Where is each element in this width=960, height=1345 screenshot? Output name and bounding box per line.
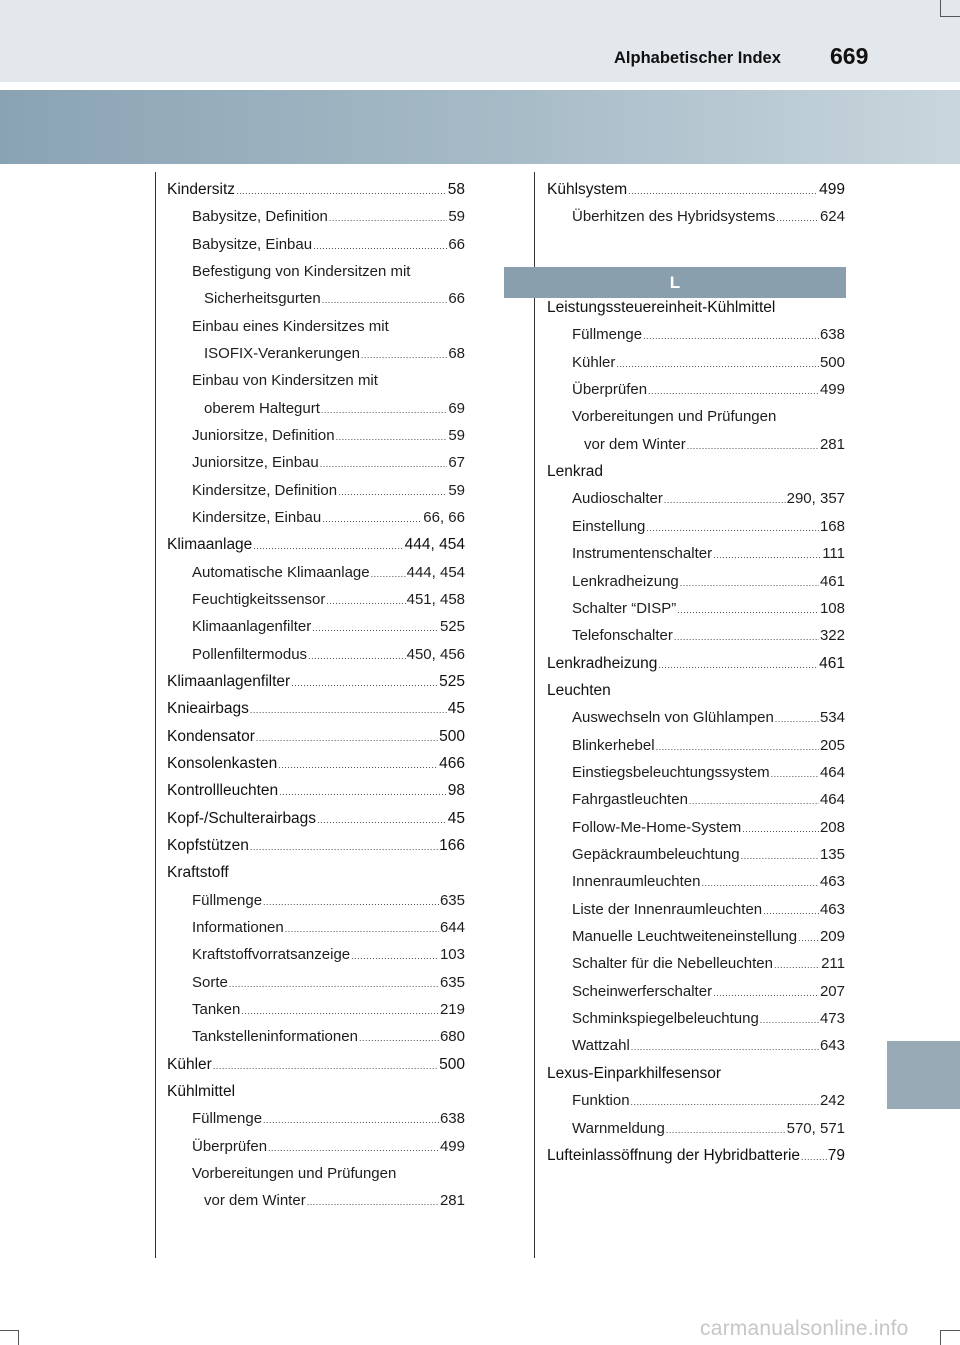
index-entry [547, 1010, 845, 1036]
index-entry [547, 928, 845, 954]
leader-dots [701, 878, 819, 888]
index-entry-page: 461 [819, 654, 845, 672]
index-entry [547, 408, 845, 434]
index-entry-label: Kindersitze, Einbau [192, 508, 322, 526]
index-entry-page: 59 [448, 426, 465, 444]
index-entry-label: Babysitze, Einbau [192, 235, 313, 253]
index-entry [547, 463, 845, 489]
leader-dots [798, 933, 819, 943]
leader-dots [336, 432, 448, 442]
index-entry-label: Informationen [192, 918, 284, 936]
index-entry-label: Warnmeldung [572, 1119, 665, 1137]
leader-dots [689, 796, 819, 806]
index-entry [167, 782, 465, 808]
index-entry [167, 864, 465, 890]
index-entry-page: 451, 458 [406, 590, 465, 608]
index-entry [167, 618, 465, 644]
index-entry [167, 646, 465, 672]
index-entry-label: Sorte [192, 973, 228, 991]
leader-dots [291, 678, 438, 688]
index-entry-page: 525 [439, 618, 465, 636]
index-entry [547, 627, 845, 653]
index-entry-page: 635 [439, 891, 465, 909]
crop-mark [940, 16, 960, 17]
index-entry-page: 67 [448, 454, 465, 472]
index-entry [167, 536, 465, 562]
index-entry [167, 318, 465, 344]
index-entry-label: Liste der Innenraumleuchten [572, 900, 763, 918]
index-entry [167, 454, 465, 480]
index-entry [547, 1037, 845, 1063]
index-entry-label: Kraftstoff [167, 864, 229, 882]
index-entry-page: 680 [439, 1028, 465, 1046]
index-entry [547, 655, 845, 681]
index-entry [547, 682, 845, 708]
crop-mark [940, 0, 941, 16]
index-entry [167, 482, 465, 508]
index-entry-page: 638 [819, 326, 845, 344]
index-entry [167, 1165, 465, 1191]
index-entry-page: 500 [819, 353, 845, 371]
index-entry-page: 499 [439, 1137, 465, 1155]
index-entry-label: Lenkrad [547, 463, 604, 481]
index-entry-label: Füllmenge [192, 1110, 263, 1128]
index-entry [167, 700, 465, 726]
index-entry [167, 728, 465, 754]
index-entry [167, 263, 465, 289]
index-entry [547, 819, 845, 845]
leader-dots [213, 1061, 438, 1071]
index-entry-label: Follow-Me-Home-System [572, 818, 742, 836]
page-number: 669 [830, 43, 869, 69]
index-entry [547, 354, 845, 380]
index-entry-page: 211 [821, 955, 845, 973]
index-entry [167, 837, 465, 863]
index-entry [547, 709, 845, 735]
index-entry [167, 372, 465, 398]
index-entry [547, 764, 845, 790]
leader-dots [775, 714, 819, 724]
leader-dots [338, 487, 447, 497]
index-entry-page: 322 [819, 627, 845, 645]
index-entry [167, 1138, 465, 1164]
index-entry-label: Tanken [192, 1000, 241, 1018]
index-entry-label: Kühlmittel [167, 1082, 236, 1100]
index-entry-page: 242 [819, 1092, 845, 1110]
leader-dots [643, 331, 819, 341]
leader-dots [229, 979, 439, 989]
index-entry-label: Fahrgastleuchten [572, 791, 688, 809]
index-entry-page: 499 [819, 181, 845, 198]
leader-dots [763, 906, 819, 916]
index-entry-label: Schalter “DISP” [572, 599, 677, 617]
crop-mark [0, 1330, 18, 1331]
leader-dots [279, 787, 447, 797]
index-entry [167, 810, 465, 836]
leader-dots [801, 1152, 827, 1162]
index-entry [547, 1092, 845, 1118]
index-entry-label: Schalter für die Nebelleuchten [572, 955, 773, 973]
index-entry [167, 946, 465, 972]
index-entry [547, 181, 845, 207]
index-entry-label: Juniorsitze, Einbau [192, 454, 319, 472]
leader-dots [658, 660, 818, 670]
index-entry-label: Kindersitz [167, 181, 236, 198]
index-entry-label: Kühlsystem [547, 181, 628, 198]
index-entry [547, 518, 845, 544]
index-entry [167, 236, 465, 262]
index-entry-page: 450, 456 [406, 645, 465, 663]
index-entry [167, 208, 465, 234]
index-entry-page: 219 [439, 1000, 465, 1018]
index-entry [167, 1110, 465, 1136]
section-letter: L [669, 272, 681, 292]
index-entry-label: Automatische Klimaanlage [192, 563, 370, 581]
index-entry-label: Innenraumleuchten [572, 873, 701, 891]
index-entry [547, 1147, 845, 1173]
index-entry-page: 135 [819, 846, 845, 863]
index-entry-label: Kühler [572, 353, 616, 371]
index-entry-page: 66 [448, 290, 465, 308]
index-entry-page: 638 [439, 1110, 465, 1128]
index-entry-page: 463 [819, 873, 845, 891]
index-entry-label: Babysitze, Definition [192, 208, 328, 226]
index-entry-page: 66, 66 [423, 508, 465, 526]
leader-dots [631, 1097, 819, 1107]
index-entry [167, 1001, 465, 1027]
leader-dots [687, 441, 819, 451]
crop-mark [940, 1330, 941, 1345]
index-entry-page: 79 [827, 1146, 845, 1164]
index-entry-label: Lenkradheizung [547, 654, 658, 672]
leader-dots [628, 186, 818, 196]
index-entry-label: Einbau eines Kindersitzes mit [192, 317, 389, 335]
leader-dots [713, 550, 821, 560]
index-entry-page: 500 [439, 1055, 465, 1073]
index-entry-label: Klimaanlagenfilter [167, 672, 291, 690]
index-entry [547, 326, 845, 352]
leader-dots [307, 1197, 439, 1207]
index-entry [167, 181, 465, 207]
index-entry [167, 1028, 465, 1054]
leader-dots [680, 578, 819, 588]
index-entry-label: ISOFIX-Verankerungen [204, 344, 360, 362]
leader-dots [322, 295, 448, 305]
index-entry-label: Wattzahl [572, 1037, 630, 1055]
index-entry [547, 955, 845, 981]
leader-dots [631, 1042, 819, 1052]
leader-dots [253, 541, 403, 551]
index-entry-label: Klimaanlagenfilter [192, 618, 312, 636]
index-entry-page: 461 [819, 572, 845, 590]
leader-dots [361, 350, 447, 360]
leader-dots [742, 824, 819, 834]
leader-dots [268, 1143, 439, 1153]
index-entry-label: Einbau von Kindersitzen mit [192, 372, 378, 390]
index-entry-page: 281 [439, 1192, 465, 1210]
index-entry [167, 673, 465, 699]
index-entry-label: Funktion [572, 1092, 630, 1110]
index-entry [167, 509, 465, 535]
index-entry-label: Lexus-Einparkhilfesensor [547, 1064, 722, 1082]
index-entry-page: 111 [822, 545, 845, 563]
index-entry-page: 444, 454 [406, 563, 465, 581]
index-entry-label: Befestigung von Kindersitzen mit [192, 262, 411, 280]
index-entry-label: Knieairbags [167, 700, 249, 718]
index-entry [547, 1065, 845, 1091]
index-entry-page: 108 [819, 599, 845, 617]
leader-dots [326, 596, 405, 606]
index-entry [167, 400, 465, 426]
leader-dots [263, 1115, 439, 1125]
index-entry-page: 205 [819, 736, 845, 754]
section-letter-header [504, 267, 846, 298]
index-entry-label: oberem Haltegurt [204, 399, 320, 417]
index-entry [547, 208, 845, 234]
index-entry-page: 166 [439, 836, 465, 854]
leader-dots [236, 186, 447, 196]
leader-dots [313, 241, 447, 251]
index-entry [167, 755, 465, 781]
index-entry-label: Lenkradheizung [572, 572, 679, 590]
index-entry-page: 444, 454 [404, 536, 465, 554]
index-entry [167, 1192, 465, 1218]
index-entry-label: Überprüfen [192, 1137, 268, 1155]
index-entry-label: Manuelle Leuchtweiteneinstellung [572, 928, 798, 946]
index-entry-page: 473 [819, 1010, 845, 1028]
index-entry-page: 643 [819, 1037, 845, 1055]
leader-dots [320, 459, 448, 469]
index-entry-label: vor dem Winter [584, 435, 686, 453]
leader-dots [774, 960, 820, 970]
index-entry-label: Gepäckraumbeleuchtung [572, 846, 740, 863]
index-entry-page: 98 [447, 782, 465, 800]
index-entry-label: Kraftstoffvorratsanzeige [192, 946, 351, 964]
leader-dots [771, 769, 819, 779]
watermark: carmanualsonline.info [700, 1317, 909, 1340]
index-entry [167, 290, 465, 316]
index-entry-label: Einstiegsbeleuchtungssystem [572, 763, 770, 781]
index-entry-page: 209 [819, 928, 845, 946]
page-header-title: Alphabetischer Index [614, 49, 781, 67]
index-entry-label: Kontrollleuchten [167, 782, 279, 800]
index-entry-page: 534 [819, 709, 845, 727]
leader-dots [250, 705, 447, 715]
index-entry-label: Kopfstützen [167, 836, 249, 854]
index-entry [547, 846, 845, 872]
index-entry-page: 644 [439, 918, 465, 936]
header-band [0, 90, 960, 164]
index-entry [547, 901, 845, 927]
index-entry-label: Kindersitze, Definition [192, 481, 338, 499]
chapter-side-tab [887, 1041, 960, 1109]
index-entry-label: Vorbereitungen und Prüfungen [192, 1164, 397, 1182]
index-entry [547, 600, 845, 626]
index-entry-page: 168 [819, 517, 845, 535]
index-entry-label: Tankstelleninformationen [192, 1028, 358, 1046]
crop-mark [18, 1330, 19, 1345]
leader-dots [648, 386, 819, 396]
index-entry [167, 564, 465, 590]
leader-dots [312, 623, 439, 633]
index-entry-page: 59 [448, 481, 465, 499]
leader-dots [674, 632, 819, 642]
index-entry [547, 1120, 845, 1146]
index-entry [547, 490, 845, 516]
index-entry-label: Vorbereitungen und Prüfungen [572, 408, 777, 426]
leader-dots [322, 514, 422, 524]
index-entry-page: 69 [448, 399, 465, 417]
index-entry-label: Sicherheitsgurten [204, 290, 321, 308]
index-entry-page: 290, 357 [786, 490, 845, 508]
leader-dots [278, 760, 438, 770]
leader-dots [256, 733, 438, 743]
index-entry-label: Kühler [167, 1055, 212, 1073]
index-entry-label: Scheinwerferschalter [572, 982, 713, 1000]
index-entry-label: Kondensator [167, 727, 255, 745]
leader-dots [646, 523, 819, 533]
index-entry-page: 500 [439, 727, 465, 745]
index-entry-page: 59 [448, 208, 465, 226]
index-entry [167, 892, 465, 918]
leader-dots [666, 1125, 786, 1135]
index-entry-page: 464 [819, 791, 845, 809]
index-entry-label: Juniorsitze, Definition [192, 426, 335, 444]
index-entry [167, 1083, 465, 1109]
leader-dots [317, 815, 447, 825]
leader-dots [664, 495, 786, 505]
index-entry-page: 499 [819, 381, 845, 399]
index-entry [167, 427, 465, 453]
index-entry-page: 207 [819, 982, 845, 1000]
index-entry-page: 525 [439, 672, 465, 690]
leader-dots [351, 951, 439, 961]
index-entry-page: 466 [439, 754, 465, 772]
index-entry [547, 873, 845, 899]
index-entry [547, 573, 845, 599]
index-entry [547, 299, 845, 325]
leader-dots [359, 1033, 439, 1043]
index-entry-label: Füllmenge [192, 891, 263, 909]
index-entry-label: vor dem Winter [204, 1192, 306, 1210]
index-entry-label: Konsolenkasten [167, 754, 278, 772]
index-entry-page: 281 [819, 435, 845, 453]
index-entry-page: 68 [448, 344, 465, 362]
leader-dots [656, 742, 819, 752]
index-entry [547, 381, 845, 407]
index-entry [167, 974, 465, 1000]
index-entry-page: 635 [439, 973, 465, 991]
index-entry-label: Überhitzen des Hybridsystems [572, 208, 776, 226]
index-entry-label: Leuchten [547, 681, 611, 699]
index-entry-label: Leistungssteuereinheit-Kühlmittel [547, 299, 776, 316]
leader-dots [713, 988, 819, 998]
leader-dots [250, 842, 438, 852]
leader-dots [329, 213, 447, 223]
index-entry [547, 436, 845, 462]
index-entry-label: Audioschalter [572, 490, 663, 508]
index-entry [547, 545, 845, 571]
index-entry-label: Kopf-/Schulterairbags [167, 809, 317, 827]
leader-dots [371, 569, 406, 579]
index-entry [167, 919, 465, 945]
index-entry-label: Pollenfiltermodus [192, 645, 308, 663]
index-entry [167, 345, 465, 371]
index-entry-page: 464 [819, 763, 845, 781]
index-entry-page: 58 [447, 181, 465, 198]
index-entry-label: Füllmenge [572, 326, 643, 344]
leader-dots [616, 359, 819, 369]
index-entry-label: Einstellung [572, 517, 646, 535]
index-entry-page: 45 [447, 700, 465, 718]
index-entry-label: Klimaanlage [167, 536, 253, 554]
leader-dots [241, 1006, 439, 1016]
index-entry [547, 737, 845, 763]
right-column-rule [534, 172, 535, 1258]
leader-dots [285, 924, 439, 934]
index-entry-page: 45 [447, 809, 465, 827]
left-column-rule [155, 172, 156, 1258]
index-entry-page: 66 [448, 235, 465, 253]
index-entry [167, 591, 465, 617]
leader-dots [263, 897, 439, 907]
leader-dots [776, 213, 819, 223]
leader-dots [760, 1015, 819, 1025]
index-entry [167, 1056, 465, 1082]
index-entry-label: Blinkerhebel [572, 736, 655, 754]
leader-dots [741, 851, 819, 861]
index-entry-page: 208 [819, 818, 845, 836]
header-bar [0, 0, 960, 82]
index-entry-page: 103 [439, 946, 465, 964]
index-entry-page: 570, 571 [786, 1119, 845, 1137]
index-entry-label: Feuchtigkeitssensor [192, 590, 326, 608]
index-entry [547, 983, 845, 1009]
index-entry [547, 791, 845, 817]
index-entry-label: Überprüfen [572, 381, 648, 399]
index-entry-page: 624 [819, 208, 845, 226]
index-entry-label: Auswechseln von Glühlampen [572, 709, 774, 727]
index-entry-label: Schminkspiegelbeleuchtung [572, 1010, 759, 1028]
index-entry-label: Lufteinlassöffnung der Hybridbatterie [547, 1146, 801, 1164]
leader-dots [677, 605, 819, 615]
leader-dots [321, 405, 447, 415]
crop-mark [940, 1330, 960, 1331]
index-entry-label: Instrumentenschalter [572, 545, 713, 563]
leader-dots [308, 651, 406, 661]
index-entry-label: Telefonschalter [572, 627, 673, 645]
index-entry-page: 463 [819, 900, 845, 918]
